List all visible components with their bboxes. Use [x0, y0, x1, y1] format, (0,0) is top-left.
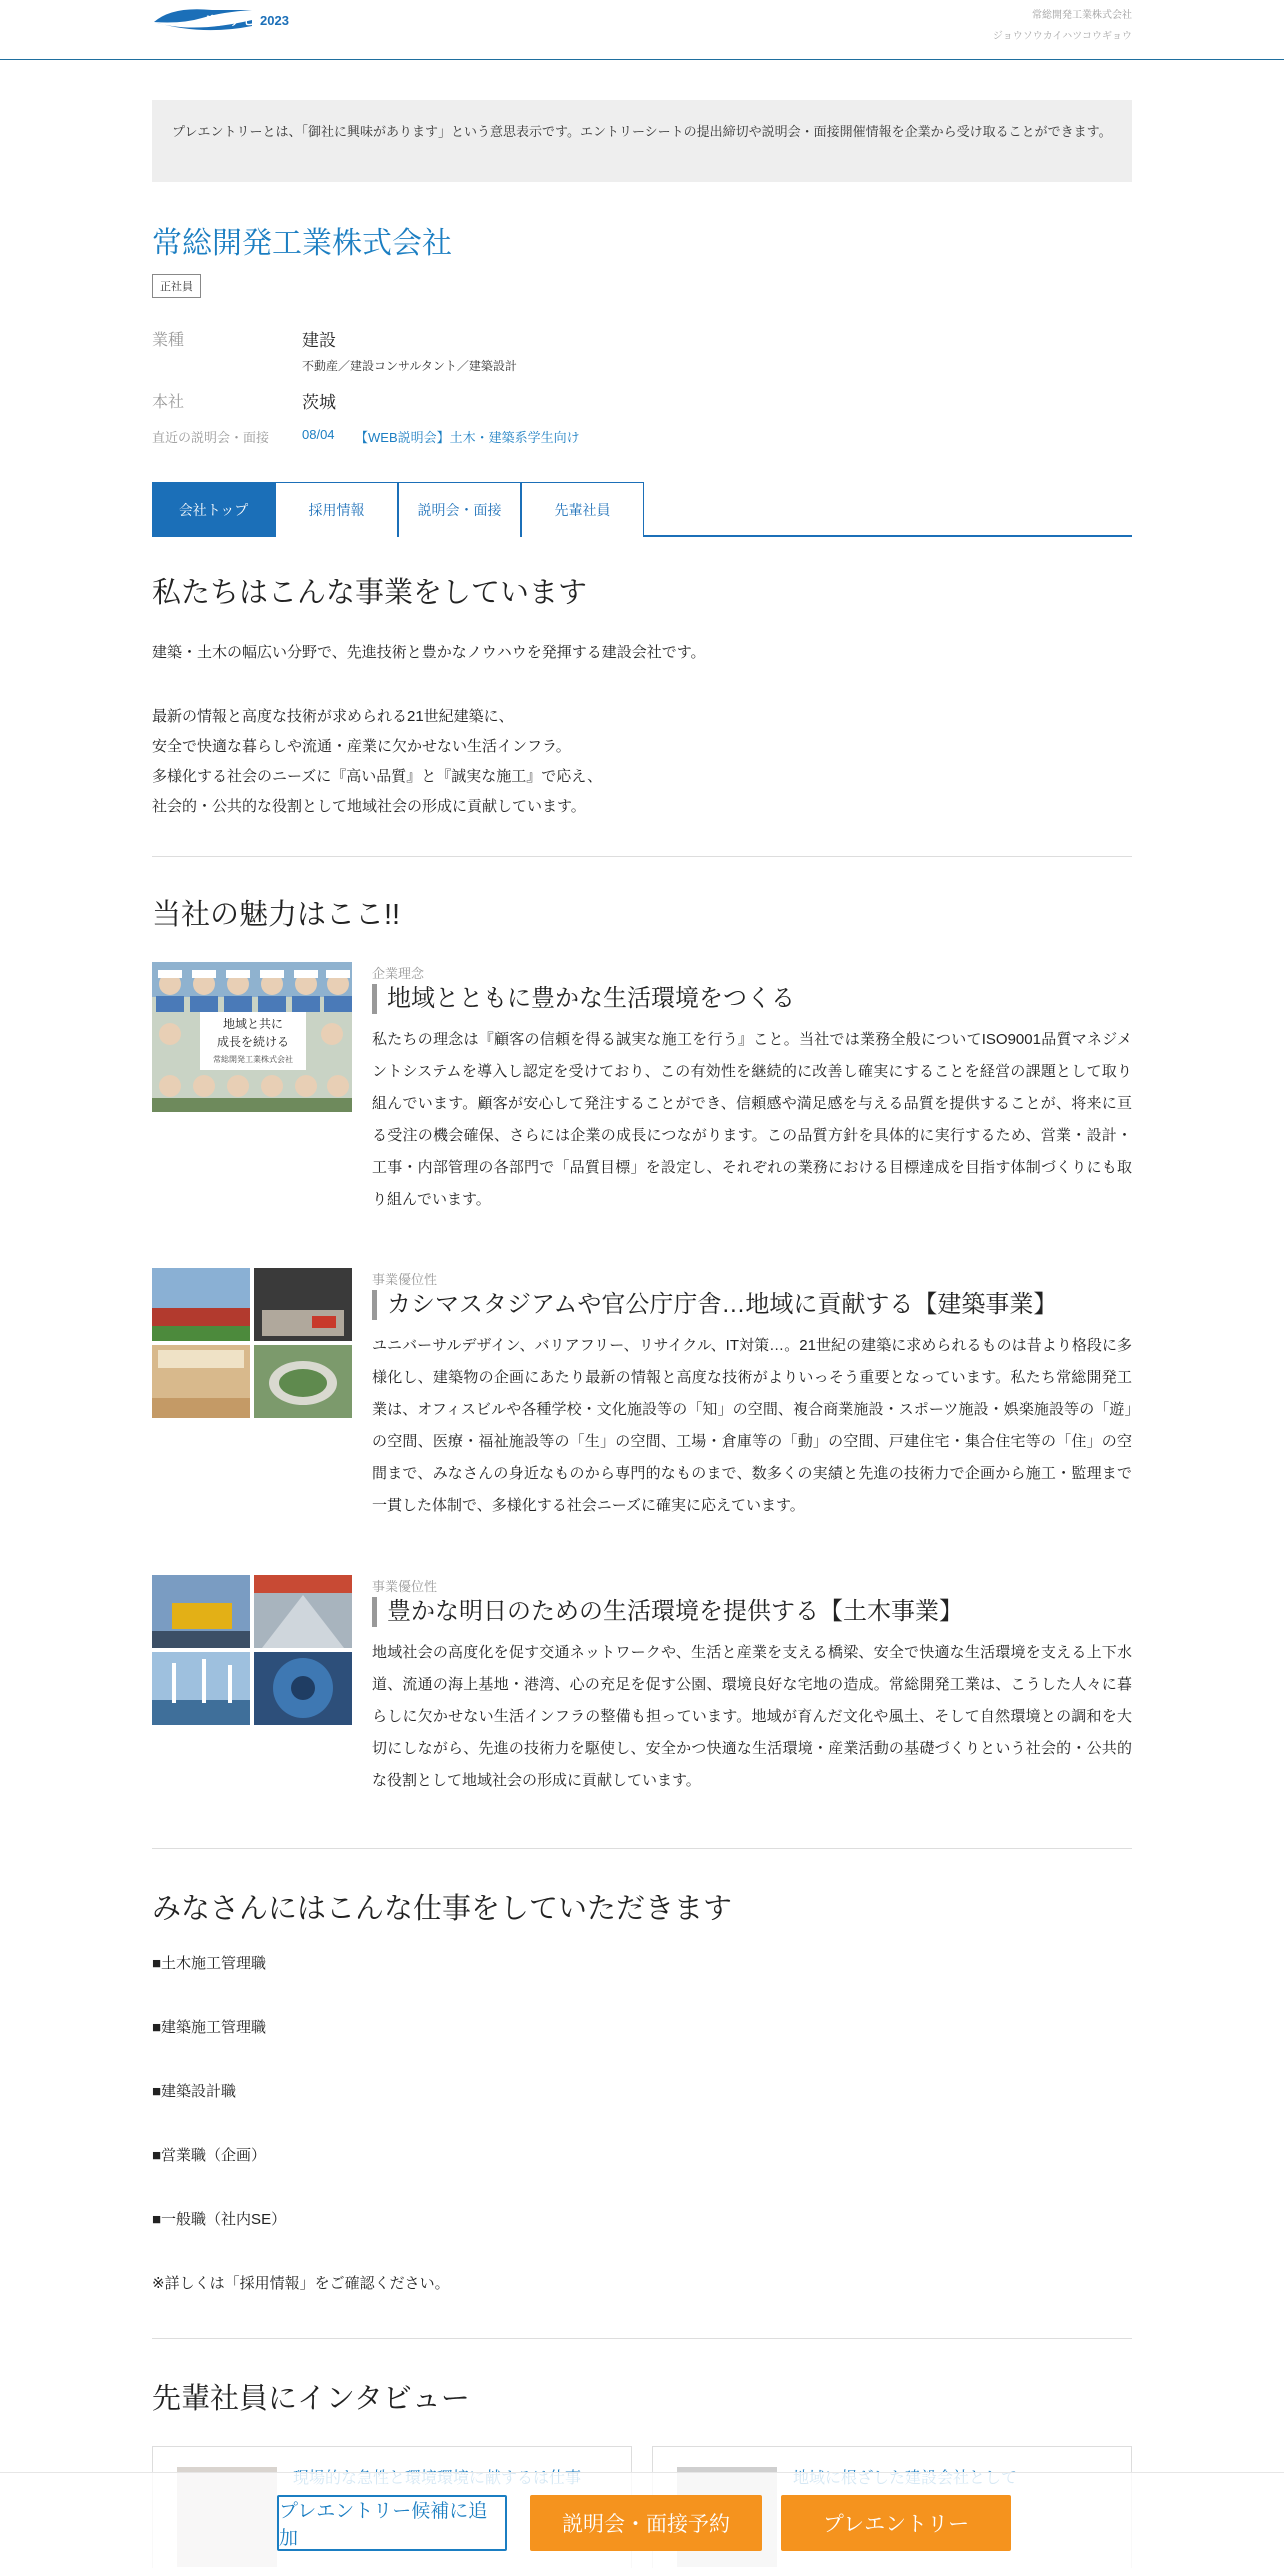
business-line: 安全で快適な暮らしや流通・産業に欠かせない生活インフラ。 [152, 738, 571, 755]
feature-title: カシマスタジアムや官公庁庁舎…地域に貢献する【建築事業】 [372, 1290, 1132, 1320]
company-tabs [152, 482, 1132, 537]
feature-title: 地域とともに豊かな生活環境をつくる [372, 984, 1132, 1014]
feature-image-staff [152, 962, 352, 1112]
seminar-link[interactable]: 【WEB説明会】土木・建築系学生向け [355, 430, 580, 445]
logo-year: 2023 [260, 13, 289, 28]
jobs-title: みなさんにはこんな仕事をしていただきます [152, 1893, 733, 1925]
jobs-note: ※詳しくは「採用情報」をご確認ください。 [152, 2275, 450, 2292]
tab-seminar[interactable]: 説明会・面接 [398, 482, 521, 537]
appeal-title: 当社の魅力はここ!! [152, 899, 401, 931]
feature-image-caption: 地域と共に [222, 1017, 284, 1031]
feature-category: 事業優位性 [372, 1272, 438, 1287]
company-name: 常総開発工業株式会社 [152, 227, 452, 260]
feature-image-buildings [152, 1268, 352, 1418]
tab-company-top[interactable]: 会社トップ [152, 482, 275, 537]
business-text [152, 638, 1132, 822]
hq-value: 茨城 [302, 393, 336, 412]
job-item: ■建築施工管理職 [152, 2019, 267, 2036]
business-line: 最新の情報と高度な技術が求められる21世紀建築に、 [152, 708, 514, 725]
reserve-seminar-button[interactable]: 説明会・面接予約 [530, 2495, 762, 2551]
business-line: 社会的・公共的な役割として地域社会の形成に貢献しています。 [152, 798, 586, 815]
add-candidate-button[interactable]: プレエントリー候補に追加 [277, 2495, 507, 2551]
section-divider [152, 856, 1132, 857]
industry-sub: 不動産／建設コンサルタント／建築設計 [302, 359, 517, 373]
header-company-kana: ジョウソウカイハツコウギョウ [992, 31, 1132, 42]
action-bar [0, 2472, 1284, 2568]
seminar-date[interactable]: 08/04 [302, 427, 335, 442]
feature-image-civil [152, 1575, 352, 1725]
seminar-label: 直近の説明会・面接 [152, 430, 270, 445]
site-header [0, 0, 1284, 60]
section-divider [152, 2338, 1132, 2339]
business-line: 建築・土木の幅広い分野で、先進技術と豊かなノウハウを発揮する建設会社です。 [152, 644, 706, 661]
feature-category: 企業理念 [372, 966, 425, 981]
tab-senior-staff[interactable]: 先輩社員 [521, 482, 644, 537]
job-item: ■営業職（企画） [152, 2147, 267, 2164]
paragraph-gap [152, 668, 1132, 702]
feature-body: ユニバーサルデザイン、バリアフリー、リサイクル、IT対策…。21世紀の建築に求められるものは昔より格段に多様化し、建築物の企画にあたり最新の情報と高度な技術がよりいっそう重要となっています。私たち常総開発工業は、オフィスビルや各種学校・文化施設等の「知」の空間、複合商業施設・スポーツ施設・娯楽施設等の「遊」の空間、医療・福祉施設等の「生」の空間、工場・倉庫等の「動」の空間、戸建住宅・集合住宅等の「住」の空間まで、みなさんの身近なものから専門的なものまで、数多くの実績と先進の技術力で企画から施工・監理まで一貫した体制で、多様化する社会ニーズに確実に応えています。 [372, 1337, 1132, 1514]
feature-body: 地域社会の高度化を促す交通ネットワークや、生活と産業を支える橋梁、安全で快適な生活環境を支える上下水道、流通の海上基地・港湾、心の充足を促す公園、環境良好な宅地の造成。常総開発工業は、こうした人々に暮らしに欠かせない生活インフラの整備も担っています。地域が育んだ文化や風土、そして自然環境との調和を大切にしながら、先進の技術力を駆使し、安全かつ快適な生活環境・産業活動の基礎づくりという社会的・公共的な役割として地域社会の形成に貢献しています。 [372, 1644, 1132, 1789]
hq-label: 本社 [152, 394, 185, 411]
feature-body: 私たちの理念は『顧客の信頼を得る誠実な施工を行う』こと。当社では業務全般についてISO9001品質マネジメントシステムを導入し認定を受けており、この有効性を継続的に改善し確実にすることを経営の課題として取り組んでいます。顧客が安心して発注することができ、信頼感や満足感を与える品質を提供することが、将来に亘る受注の機会確保、さらには企業の成長につながります。この品質方針を具体的に実行するため、営業・設計・工事・内部管理の各部門で「品質目標」を設定し、それぞれの業務における目標達成を目指す体制づくりにも取り組んでいます。 [372, 1031, 1132, 1208]
feature-title: 豊かな明日のための生活環境を提供する【土木事業】 [372, 1597, 1132, 1627]
svg-text:リクナビ: リクナビ [204, 14, 256, 29]
feature-category: 事業優位性 [372, 1579, 438, 1594]
interview-title: 先輩社員にインタビュー [152, 2383, 470, 2415]
industry-value: 建設 [302, 331, 336, 350]
employment-badge: 正社員 [152, 274, 201, 298]
tab-recruit-info[interactable]: 採用情報 [275, 482, 398, 537]
feature-image-caption: 常総開発工業株式会社 [213, 1055, 293, 1064]
feature-image-caption: 成長を続ける [216, 1035, 290, 1049]
business-title: 私たちはこんな事業をしています [152, 577, 588, 609]
job-item: ■土木施工管理職 [152, 1955, 267, 1972]
pre-entry-button[interactable]: プレエントリー [781, 2495, 1011, 2551]
business-line: 多様化する社会のニーズに『高い品質』と『誠実な施工』で応え、 [152, 768, 603, 785]
pre-entry-notice: プレエントリーとは、「御社に興味があります」という意思表示です。エントリーシートの提出締切や説明会・面接開催情報を企業から受け取ることができます。 [152, 100, 1132, 182]
job-item: ■一般職（社内SE） [152, 2211, 287, 2228]
industry-label: 業種 [152, 332, 185, 349]
header-company-name: 常総開発工業株式会社 [1032, 10, 1132, 21]
job-item: ■建築設計職 [152, 2083, 237, 2100]
section-divider [152, 1848, 1132, 1849]
